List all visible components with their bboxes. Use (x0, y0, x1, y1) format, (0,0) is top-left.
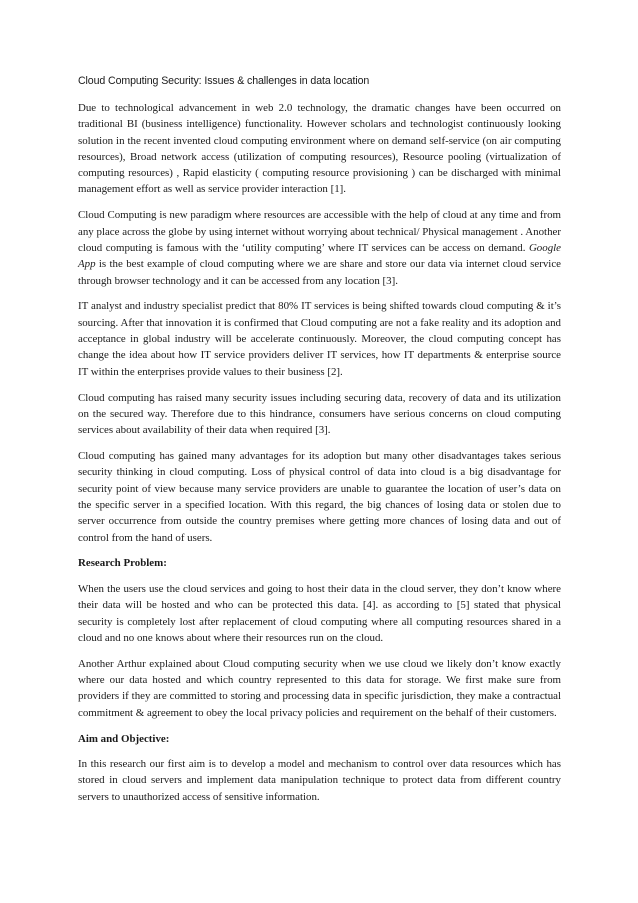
paragraph-text: is the best example of cloud computing where we are share and store our data via internet cloud service through browser technology and it can be accessed from any location [3]. (78, 258, 561, 287)
paragraph-advantages: Cloud computing has gained many advantages for its adoption but many other disadvantages takes serious security thinking in cloud computing. Loss of physical control of data into cloud is a big disadvantage for security point of view because many service providers are unable to guarantee the location of user’s data on the specific server in a specified location. With this regard, the big chances of losing data or stolen due to server occurrence from outside the country premises where getting more chances of losing data and out of control from the hand of users. (78, 450, 561, 544)
paragraph-cloud-paradigm (78, 207, 561, 288)
document-title: Cloud Computing Security: Issues & challenges in data location (78, 75, 370, 87)
document-page (78, 74, 561, 815)
paragraph-another-arthur: Another Arthur explained about Cloud computing security when we use cloud we likely don’t know exactly where our data hosted and which country represented to this data for storage. We first make sure from providers if they are committed to storing and processing data in specific jurisdiction, they make a contractual commitment & agreement to obey the local privacy policies and requirement on the behalf of their customers. (78, 657, 561, 719)
paragraph-aim: In this research our first aim is to develop a model and mechanism to control over data resources which has stored in cloud servers and implement data manipulation technique to protect data from different country servers to unauthorized access of sensitive information. (78, 758, 561, 803)
paragraph-intro: Due to technological advancement in web 2.0 technology, the dramatic changes have been occurred on traditional BI (business intelligence) functionality. However scholars and technologist continuously looking solution in the recent invented cloud computing environment where on demand self-service (on air computing resources), Broad network access (utilization of computing resources), Resource pooling (virtualization of computing resources) , Rapid elasticity ( computing resource provisioning ) can be discharged with minimal management effort as well as service provider interaction [1]. (78, 102, 561, 196)
paragraph-research-problem: When the users use the cloud services and going to host their data in the cloud server, they don’t know where their data will be hosted and who can be protected this data. [4]. as according to [5] stated that physical security is completely lost after replacement of cloud computing where all computing resources shared in a cloud and no one knows about where their resources run on the cloud. (78, 582, 561, 644)
google-app-italic: Google App (78, 241, 561, 271)
heading-aim-objective: Aim and Objective: (78, 732, 170, 745)
paragraph-security-issues: Cloud computing has raised many security issues including securing data, recovery of data and its utilization on the secured way. Therefore due to this hindrance, consumers have serious concerns on cloud computing services about availability of their data when required [3]. (78, 391, 561, 437)
heading-research-problem: Research Problem: (78, 557, 167, 570)
paragraph-it-analyst: IT analyst and industry specialist predict that 80% IT services is being shifted towards cloud computing & it’s sourcing. After that innovation it is confirmed that Cloud computing are not a fake reality and its adoption and acceptance in global industry will be accelerate continuously. Moreover, the cloud computing concept has change the idea about how IT service providers deliver IT services, how IT departments & enterprise source IT within the enterprises provide values to their business [2]. (78, 300, 561, 378)
paragraph-text: Cloud Computing is new paradigm where resources are accessible with the help of cloud at any time and from any place across the globe by using internet without worrying about technical/ Physical management . Another cloud computing is famous with the ‘utility computing’ where IT services can be access on demand. (78, 209, 561, 254)
